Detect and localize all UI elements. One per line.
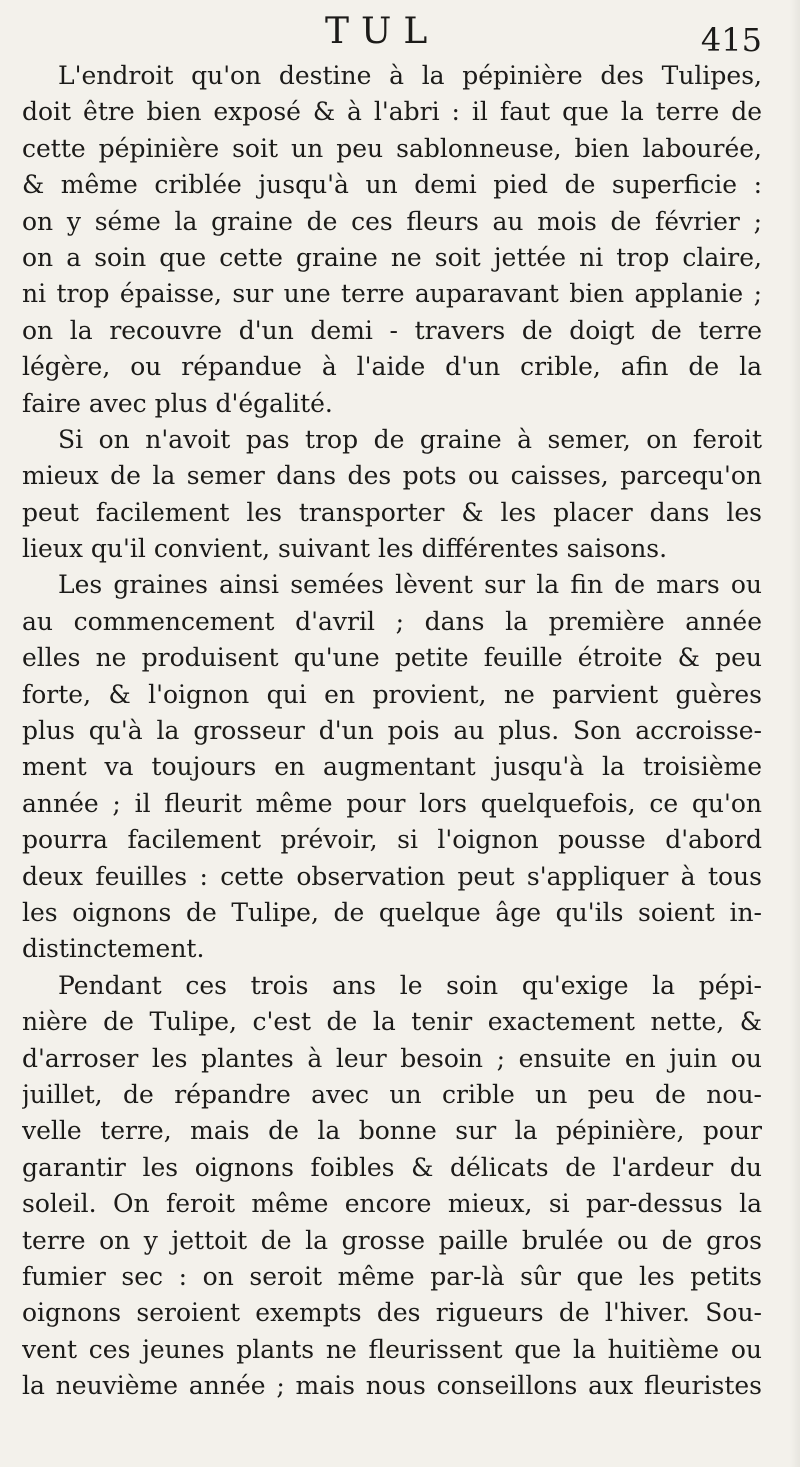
text-line: doit être bien exposé & à l'abri : il faut que la terre de (22, 97, 762, 127)
page-edge-shadow (790, 0, 800, 1467)
text-line: on y séme la graine de ces fleurs au mois de février ; (22, 206, 762, 236)
text-line: légère, ou répandue à l'aide d'un crible, afin de la (22, 352, 762, 382)
text-line: fumier sec : on seroit même par-là sûr que les petits (22, 1261, 762, 1291)
text-line: lieux qu'il convient, suivant les différentes saisons. (22, 534, 668, 564)
paragraph (22, 422, 762, 568)
text-line: elles ne produisent qu'une petite feuille étroite & peu (22, 643, 762, 673)
text-line: deux feuilles : cette observation peut s'appliquer à tous (22, 861, 762, 891)
page-number: 415 (700, 21, 762, 59)
text-line: peut facilement les transporter & les placer dans les (22, 497, 762, 527)
text-line: la neuvième année ; mais nous conseillons aux fleuristes (22, 1371, 762, 1401)
text-line: on a soin que cette graine ne soit jettée ni trop claire, (22, 242, 762, 272)
text-line: ment va toujours en augmentant jusqu'à la troisième (22, 752, 762, 782)
paragraph (22, 58, 762, 422)
text-line: soleil. On feroit même encore mieux, si par-dessus la (22, 1189, 762, 1219)
text-line: au commencement d'avril ; dans la première année (22, 606, 762, 636)
text-line: distinctement. (22, 934, 205, 964)
text-line: plus qu'à la grosseur d'un pois au plus. Son accroisse- (22, 716, 762, 746)
text-line: Les graines ainsi semées lèvent sur la fin de mars ou (58, 570, 762, 600)
text-line: nière de Tulipe, c'est de la tenir exactement nette, & (22, 1007, 762, 1037)
page-header (22, 10, 762, 59)
paragraph (22, 567, 762, 967)
text-line: faire avec plus d'égalité. (22, 388, 333, 418)
text-line: vent ces jeunes plants ne fleurissent que la huitième ou (22, 1334, 762, 1364)
text-line: oignons seroient exempts des rigueurs de l'hiver. Sou- (22, 1298, 762, 1328)
text-line: garantir les oignons foibles & délicats de l'ardeur du (22, 1152, 762, 1182)
text-line: L'endroit qu'on destine à la pépinière des Tulipes, (58, 61, 762, 90)
body-text (22, 58, 762, 1404)
text-line: les oignons de Tulipe, de quelque âge qu'ils soient in- (22, 897, 762, 927)
text-line: pourra facilement prévoir, si l'oignon pousse d'abord (22, 825, 762, 855)
paragraph (22, 968, 762, 1405)
text-line: ni trop épaisse, sur une terre auparavant bien applanie ; (22, 279, 762, 309)
text-line: année ; il fleurit même pour lors quelquefois, ce qu'on (22, 788, 762, 818)
text-line: Pendant ces trois ans le soin qu'exige la pépi- (58, 970, 762, 1000)
text-line: juillet, de répandre avec un crible un peu de nou- (22, 1079, 762, 1109)
text-line: velle terre, mais de la bonne sur la pépinière, pour (22, 1116, 762, 1146)
text-line: mieux de la semer dans des pots ou caisses, parcequ'on (22, 461, 762, 491)
running-head: TUL (325, 11, 440, 52)
text-line: cette pépinière soit un peu sablonneuse, bien labourée, (22, 133, 762, 163)
text-line: Si on n'avoit pas trop de graine à semer, on feroit (58, 424, 762, 454)
text-line: d'arroser les plantes à leur besoin ; ensuite en juin ou (22, 1043, 762, 1073)
text-line: & même criblée jusqu'à un demi pied de superficie : (22, 170, 762, 200)
text-line: forte, & l'oignon qui en provient, ne parvient guères (22, 679, 762, 709)
text-line: terre on y jettoit de la grosse paille brulée ou de gros (22, 1225, 762, 1255)
text-line: on la recouvre d'un demi - travers de doigt de terre (22, 315, 762, 345)
